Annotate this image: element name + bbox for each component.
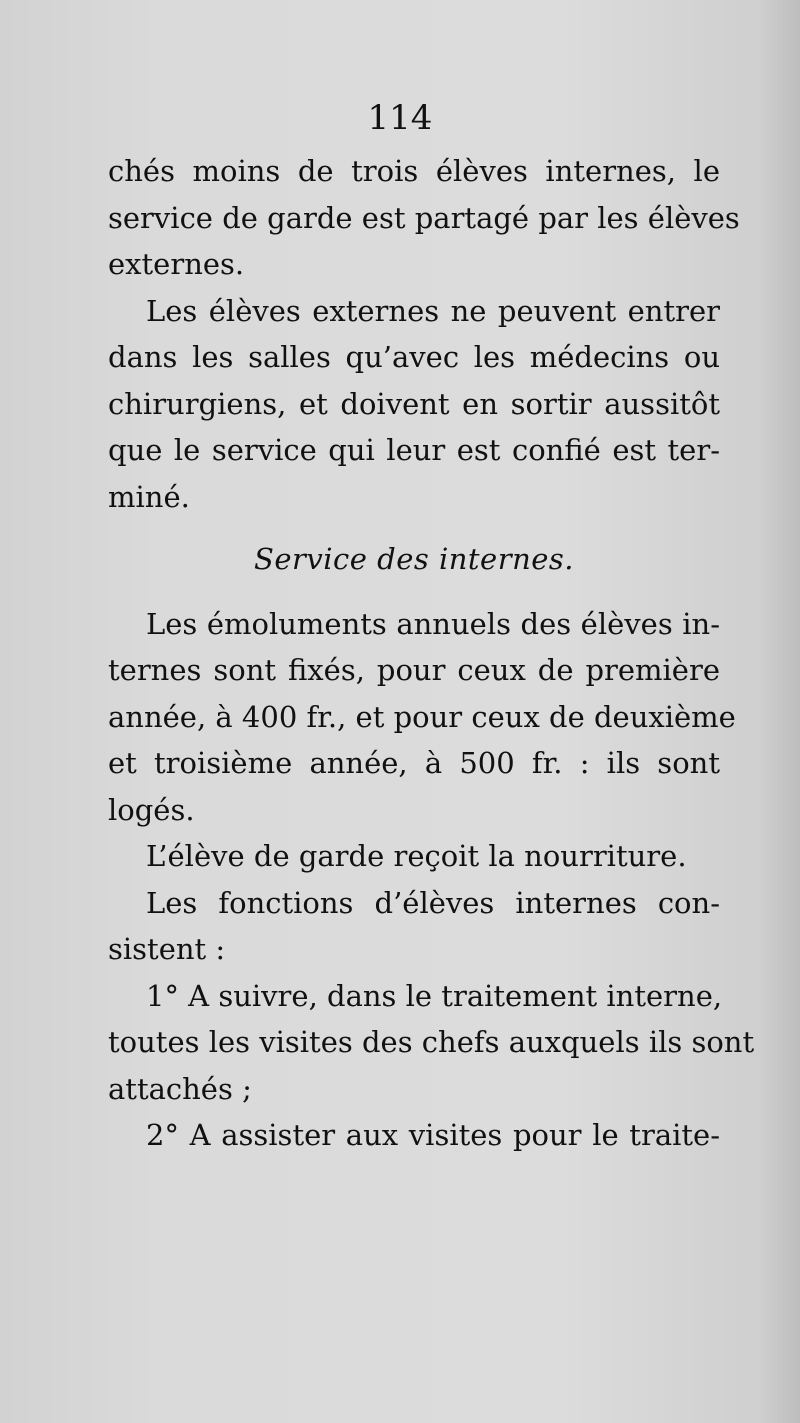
text-line: ternes sont fixés, pour ceux de première [108, 653, 720, 687]
text-line: Les fonctions d’élèves internes con- [146, 885, 720, 920]
text-line: que le service qui leur est confié est ter- [108, 433, 720, 467]
text-line: L’élève de garde reçoit la nourriture. [146, 839, 687, 873]
text-line: externes. [108, 247, 245, 281]
text-line: et troisième année, à 500 fr. : ils sont [108, 746, 720, 780]
text-line: chirurgiens, et doivent en sortir aussitôt [108, 386, 720, 421]
text-line: miné. [108, 479, 190, 514]
page-text [108, 148, 755, 1159]
page-number: 114 [367, 98, 433, 138]
text-line: sistent : [108, 932, 226, 966]
text-line: attachés ; [108, 1071, 252, 1106]
text-line: logés. [108, 792, 195, 827]
text-line: Les élèves externes ne peuvent entrer [146, 293, 720, 328]
text-line: Les émoluments annuels des élèves in- [146, 606, 720, 641]
text-line: toutes les visites des chefs auxquels ils sont [108, 1025, 755, 1059]
text-line: année, à 400 fr., et pour ceux de deuxième [108, 699, 736, 734]
text-line: 2° A assister aux visites pour le traite- [146, 1118, 720, 1152]
text-line: 1° A suivre, dans le traitement interne, [146, 978, 723, 1013]
text-line: service de garde est partagé par les élèves [108, 200, 740, 235]
section-heading: Service des internes. [253, 542, 575, 576]
text-line: chés moins de trois élèves internes, le [108, 154, 720, 188]
text-line: dans les salles qu’avec les médecins ou [108, 340, 720, 374]
